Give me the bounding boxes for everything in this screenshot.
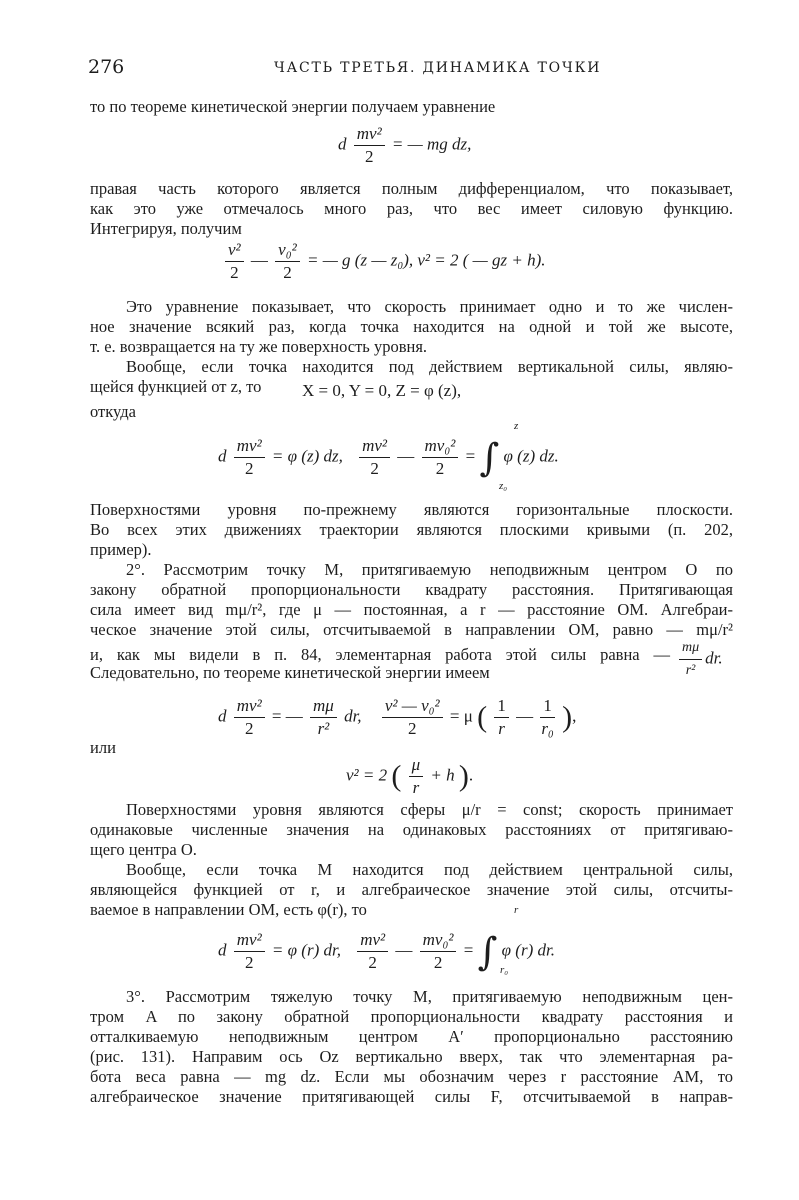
- eq-part: = μ: [449, 706, 473, 726]
- numerator: mv²: [234, 436, 265, 458]
- text-line: как это уже отмечалось много раз, что вес имеет силовую функцию.: [90, 199, 733, 218]
- right-paren: ): [562, 700, 573, 734]
- numerator: mv²: [357, 930, 388, 952]
- integral-upper-limit: z: [514, 420, 519, 432]
- denominator: r²: [317, 719, 330, 738]
- eq-part: —: [395, 940, 413, 960]
- numerator: mv₀²: [420, 930, 457, 952]
- denominator: 2: [244, 459, 254, 478]
- denominator: r²: [685, 663, 696, 678]
- text-line: одинаковые численные значения на одинаковых расстояниях от притягиваю-: [90, 820, 733, 839]
- fraction: [382, 696, 443, 739]
- numerator: mv²: [234, 930, 265, 952]
- page-number: 276: [88, 56, 125, 78]
- numerator: 1: [540, 696, 555, 718]
- denominator: 2: [435, 459, 445, 478]
- text-line: Вообще, если точка находится под действием вертикальной силы, являю-: [126, 357, 733, 376]
- left-paren: (: [477, 700, 488, 734]
- text-line: то по теореме кинетической энергии получаем уравнение: [90, 97, 496, 116]
- eq-part: + h: [430, 765, 455, 785]
- text-line: ное значение всякий раз, когда точка находится на одной и той же высоте,: [90, 317, 733, 336]
- right-paren: ): [458, 759, 469, 793]
- fraction: [420, 930, 457, 973]
- fraction: [540, 696, 555, 739]
- fraction: [275, 240, 300, 283]
- eq-part: d: [218, 446, 227, 466]
- text-line: и, как мы видели в п. 84, элементарная работа этой силы равна —: [90, 645, 670, 664]
- numerator: mμ: [310, 696, 337, 718]
- fraction: [422, 436, 459, 479]
- denominator: 2: [364, 147, 374, 166]
- eq-part: —: [250, 250, 268, 270]
- denominator: 2: [244, 719, 254, 738]
- numerator: mv²: [359, 436, 390, 458]
- text-line: Следовательно, по теореме кинетической энергии имеем: [90, 663, 490, 682]
- left-paren: (: [391, 759, 402, 793]
- integral-upper-limit: r: [514, 904, 519, 916]
- text-line: т. е. возвращается на ту же поверхность уровня.: [90, 337, 428, 356]
- eq-part: = —: [271, 706, 303, 726]
- numerator: v²: [225, 240, 244, 262]
- equation-speed-central: [346, 755, 473, 798]
- integral-sign: ∫: [477, 929, 498, 974]
- text-line: закону обратной пропорциональности квадрату расстояния. Притягивающая: [90, 580, 733, 599]
- fraction: [234, 436, 265, 479]
- text-line: Во всех этих движениях траектории являются плоскими кривыми (п. 202,: [90, 520, 733, 539]
- fraction: [409, 755, 424, 798]
- denominator: 2: [368, 953, 377, 972]
- text-line: правая часть которого является полным дифференциалом, что показывает,: [90, 179, 733, 198]
- running-head: ЧАСТЬ ТРЕТЬЯ. ДИНАМИКА ТОЧКИ: [274, 60, 602, 76]
- numerator: mv²: [234, 696, 265, 718]
- equation-velocity-height: [222, 240, 546, 283]
- text-line: отталкиваемую неподвижным центром A′ пропорционально расстоянию: [90, 1027, 733, 1046]
- text-line: Интегрируя, получим: [90, 219, 242, 238]
- numerator: 1: [494, 696, 509, 718]
- numerator: v₀²: [275, 240, 300, 262]
- denominator: 2: [283, 263, 292, 282]
- numerator: mμ: [679, 638, 702, 660]
- text-line: щейся функцией от z, то: [90, 377, 262, 396]
- numerator: mv₀²: [422, 436, 459, 458]
- eq-part: d: [338, 134, 347, 154]
- denominator: r: [498, 719, 505, 738]
- text-line: ческое значение этой силы, отсчитываемой в направлении OM, равно — mμ/r²: [90, 620, 733, 639]
- text-line: ваемое в направлении OM, есть φ(r), то: [90, 900, 367, 919]
- eq-part: ,: [572, 706, 577, 726]
- eq-part: dr,: [344, 706, 362, 726]
- fraction: [494, 696, 509, 739]
- eq-part: = — g (z — z₀), v² = 2 ( — gz + h).: [306, 250, 546, 270]
- eq-part: =: [463, 940, 474, 960]
- text-line: сила имеет вид mμ/r², где μ — постоянная, а r — расстояние OM. Алгебраи-: [90, 600, 733, 619]
- integral-lower-limit: r₀: [500, 964, 509, 976]
- text-line: щего центра O.: [90, 840, 197, 859]
- integral-lower-limit: z₀: [499, 480, 508, 492]
- denominator: 2: [407, 719, 417, 738]
- denominator: r₀: [541, 719, 554, 738]
- text-line: алгебраическое значение притягивающей силы F, отсчитываемой в направ-: [90, 1087, 733, 1106]
- numerator: mv²: [354, 124, 385, 146]
- text-line: откуда: [90, 402, 136, 421]
- denominator: 2: [370, 459, 379, 478]
- eq-part: = φ (z) dz,: [271, 446, 343, 466]
- equation-vertical-integral: [218, 436, 559, 479]
- denominator: 2: [433, 953, 443, 972]
- text-line: 2°. Рассмотрим точку M, притягиваемую неподвижным центром O по: [126, 560, 733, 579]
- eq-part: φ (z) dz.: [503, 446, 559, 466]
- numerator: v² — v₀²: [382, 696, 443, 718]
- numerator: μ: [409, 755, 424, 777]
- fraction: [354, 124, 385, 167]
- text-line: Вообще, если точка M находится под действием центральной силы,: [126, 860, 733, 879]
- fraction: [357, 930, 388, 973]
- equation-kinetic-energy: [338, 124, 471, 167]
- equation-central-force: [218, 696, 576, 739]
- eq-part: = φ (r) dr,: [271, 940, 341, 960]
- text-line: или: [90, 738, 116, 757]
- eq-part: d: [218, 940, 227, 960]
- text-line: тром A по закону обратной пропорциональности квадрату расстояния и: [90, 1007, 733, 1026]
- text-line: 3°. Рассмотрим тяжелую точку M, притягиваемую неподвижным цен-: [126, 987, 733, 1006]
- denominator: r: [412, 778, 420, 797]
- fraction: [225, 240, 244, 283]
- eq-part: = — mg dz,: [391, 134, 472, 154]
- eq-part: —: [397, 446, 415, 466]
- eq-part: d: [218, 706, 227, 726]
- denominator: 2: [244, 953, 254, 972]
- text-line: являющейся функцией от r, и алгебраическое значение этой силы, отсчиты-: [90, 880, 733, 899]
- fraction: [234, 930, 265, 973]
- text-line: бота веса равна — mg dz. Если мы обозначим через r расстояние AM, то: [90, 1067, 733, 1086]
- fraction: [310, 696, 337, 739]
- equation-vertical-force: X = 0, Y = 0, Z = φ (z),: [302, 381, 462, 400]
- eq-part: φ (r) dr.: [501, 940, 555, 960]
- eq-part: —: [516, 706, 534, 726]
- text-line: Поверхностями уровня по-прежнему являются горизонтальные плоскости.: [90, 500, 733, 519]
- fraction: [234, 696, 265, 739]
- text-line: Поверхностями уровня являются сферы μ/r = const; скорость принимает: [126, 800, 733, 819]
- eq-part: =: [465, 446, 476, 466]
- denominator: 2: [230, 263, 239, 282]
- text-line: Это уравнение показывает, что скорость принимает одно и то же числен-: [126, 297, 733, 316]
- fraction: [359, 436, 390, 479]
- text-line: пример).: [90, 540, 152, 559]
- eq-part: dr.: [705, 648, 723, 668]
- eq-part: v² = 2: [346, 765, 388, 785]
- integral-sign: ∫: [479, 435, 500, 480]
- text-line: (рис. 131). Направим ось Oz вертикально вверх, так что элементарная ра-: [90, 1047, 733, 1066]
- eq-part: .: [468, 765, 474, 785]
